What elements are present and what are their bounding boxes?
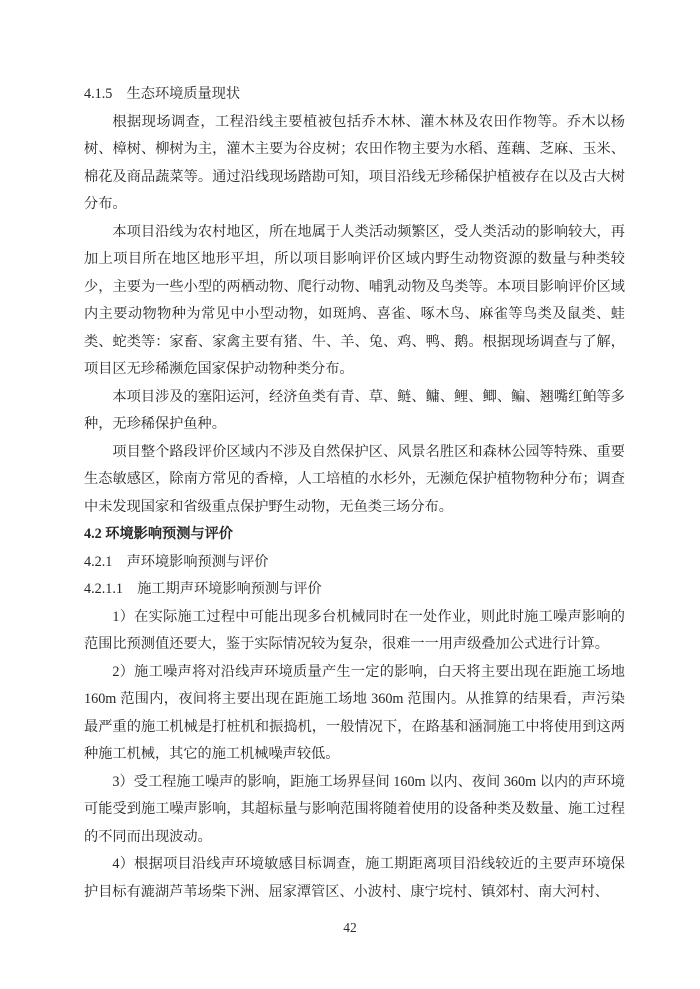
paragraph-noise-item-1: 1）在实际施工过程中可能出现多台机械同时在一处作业，则此时施工噪声影响的范围比预测值还要大，鉴于实际情况较为复杂，很难一一用声级叠加公式进行计算。 (84, 608, 625, 652)
paragraph-vegetation-survey: 根据现场调查，工程沿线主要植被包括乔木林、灌木林及农田作物等。乔木以杨树、樟树、柳树为主，灌木主要为谷皮树；农田作物主要为水稻、莲藕、芝麻、玉米、棉花及商品蔬菜等。通过沿线现场踏勘可知，项目沿线无珍稀保护植被存在以及古大树分布。 (84, 113, 625, 212)
page-number: 42 (343, 920, 357, 935)
paragraph-wildlife-survey: 本项目沿线为农村地区，所在地属于人类活动频繁区，受人类活动的影响较大，再加上项目所在地区地形平坦，所以项目影响评价区域内野生动物资源的数量与种类较少，主要为一些小型的两栖动物、爬行动物、哺乳动物及鸟类等。本项目影响评价区域内主要动物物种为常见中小型动物，如斑鸠、喜雀、啄木鸟、麻雀等鸟类及鼠类、蛙类、蛇类等：家畜、家禽主要有猪、牛、羊、兔、鸡、鸭、鹅。根据现场调查与了解，项目区无珍稀濒危国家保护动物种类分布。 (84, 223, 625, 377)
section-heading-4-2-1: 4.2.1 声环境影响预测与评价 (84, 553, 269, 570)
paragraph-noise-item-3: 3）受工程施工噪声的影响，距施工场界昼间 160m 以内、夜间 360m 以内的声环境可能受到施工噪声影响，其超标量与影响范围将随着使用的设备种类及数量、施工过程的不同而出现波动。 (84, 773, 625, 845)
section-heading-4-1-5: 4.1.5 生态环境质量现状 (84, 86, 241, 102)
section-heading-4-2-1-1: 4.2.1.1 施工期声环境影响预测与评价 (84, 581, 322, 597)
paragraph-noise-item-2: 2）施工噪声将对沿线声环境质量产生一定的影响，白天将主要出现在距施工场地 160m 范围内，夜间将主要出现在距施工场地 360m 范围内。从推算的结果看，声污染最严重的施工机械是打桩机和振捣机，一般情况下，在路基和涵洞施工中将使用到这两种施工机械，其它的施工机械噪声较低。 (84, 663, 625, 762)
paragraph-sensitive-areas: 项目整个路段评价区域内不涉及自然保护区、风景名胜区和森林公园等特殊、重要生态敏感区，除南方常见的香樟，人工培植的水杉外，无濒危保护植物物种分布；调查中未发现国家和省级重点保护野生动物，无鱼类三场分布。 (84, 443, 625, 515)
section-heading-4-2: 4.2 环境影响预测与评价 (84, 526, 233, 542)
document-content (84, 81, 625, 906)
paragraph-fish-species: 本项目涉及的塞阳运河，经济鱼类有青、草、鲢、鳙、鲤、鲫、鳊、翘嘴红鲌等多种，无珍稀保护鱼种。 (84, 388, 625, 432)
paragraph-noise-item-4: 4）根据项目沿线声环境敏感目标调查，施工期距离项目沿线较近的主要声环境保护目标有漉湖芦苇场柴下洲、屈家潭管区、小波村、康宁垸村、镇郊村、南大河村、 (84, 856, 625, 900)
